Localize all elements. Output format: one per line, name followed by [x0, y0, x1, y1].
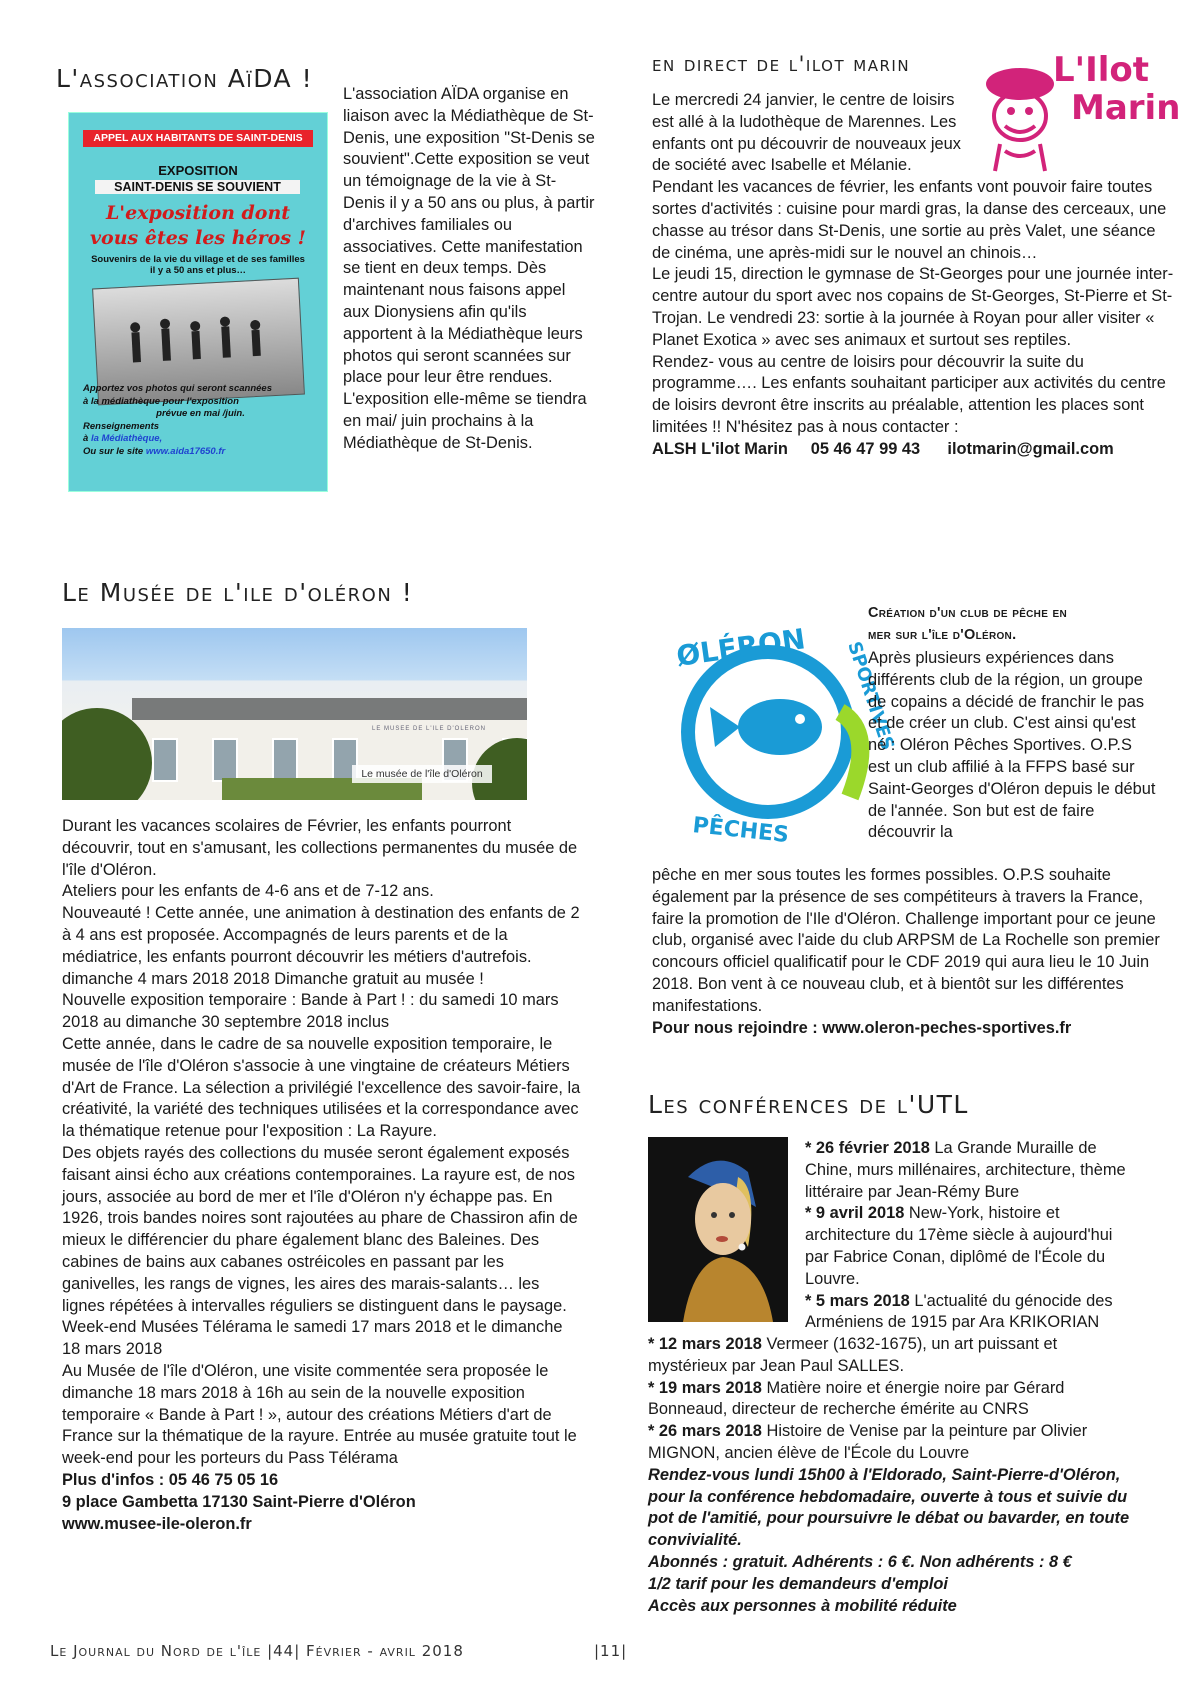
poster-banner: APPEL AUX HABITANTS DE SAINT-DENIS	[83, 130, 313, 147]
peche-text	[652, 865, 1177, 1039]
utl-price-reduced: 1/2 tarif pour les demandeurs d'emploi	[648, 1574, 948, 1593]
utl-item-2-text: New-York, histoire et architecture du 17ème siècle à aujourd'hui par Fabrice Conan, diplômé de l'École du Louvre.	[805, 1204, 1113, 1288]
ilot-logo-line1: L'Ilot	[1053, 50, 1149, 90]
peche-paragraph: pêche en mer sous toutes les formes possibles. O.P.S souhaite également par la présence de ses compétiteurs à travers la France, faire la promotion de l'Ile d'Oléron. Challenge important pour ce jeune club, organisé avec l'aide du club ARPSM de La Rochelle son premier concours officiel qualificatif pour le CDF 2019 qui aura lieu le 10 Juin 2018. Bon vent à ce nouveau club, et à bientôt sur les différentes manifestations.	[652, 866, 1160, 1015]
poster-bottom-line5b: la Médiathèque,	[90, 433, 163, 444]
musee-info-phone: Plus d'infos : 05 46 75 05 16	[62, 1470, 279, 1489]
utl-item-6-date: * 26 mars 2018	[648, 1422, 762, 1441]
utl-item-2-date: * 9 avril 2018	[805, 1204, 905, 1223]
poster-bottom-line4: Renseignements	[83, 420, 160, 432]
utl-item-1-text: La Grande Muraille de Chine, murs millénaires, architecture, thème littéraire par Jean-Rémy Bure	[805, 1139, 1126, 1201]
musee-photo	[62, 628, 527, 800]
poster-line2: SAINT-DENIS SE SOUVIENT	[95, 180, 300, 194]
utl-item-4-date: * 12 mars 2018	[648, 1335, 762, 1353]
utl-side-list	[805, 1138, 1135, 1334]
musee-paragraph-2: Ateliers pour les enfants de 4-6 ans et de 7-12 ans.	[62, 882, 434, 901]
poster-bottom-line6b: www.aida17650.fr	[145, 445, 226, 457]
window-icon	[152, 738, 178, 782]
utl-item-5	[648, 1378, 1138, 1422]
ilot-title: en direct de l'ilot marin	[652, 52, 911, 76]
aida-poster	[68, 112, 328, 492]
aida-text	[343, 84, 595, 455]
musee-text	[62, 816, 582, 1535]
peche-paragraph-side: Après plusieurs expériences dans différents club de la région, un groupe de copains a décidé de franchir le pas et de créer un club. C'est ainsi qu'est né : Oléron Pêches Sportives. O.P.S est un club affilié à la FFPS basé sur Saint-Georges d'Oléron depuis le début de l'année. Son but est de faire découvrir la	[868, 649, 1156, 842]
ilot-paragraph-1: Le mercredi 24 janvier, le centre de loisirs est allé à la ludothèque de Marennes. Les enfants ont pu découvrir de nouveaux jeux de société avec Isabelle et Mélanie.	[652, 91, 961, 175]
utl-item-5-text: Matière noire et énergie noire par Gérard Bonneaud, directeur de recherche émérite au CNRS	[648, 1378, 1065, 1419]
utl-item-1	[805, 1138, 1135, 1203]
musee-paragraph-6: Cette année, dans le cadre de sa nouvelle exposition temporaire, le musée de l'île d'Oléron s'associe à une vingtaine de créateurs Métiers d'Art de France. La sélection a privilégié l'excellence des savoir-faire, la créativité, la variété des techniques utilisées et la correspondance avec la thématique retenue pour l'exposition : La Rayure.	[62, 1034, 581, 1141]
utl-item-2	[805, 1203, 1135, 1290]
utl-item-4-text: Vermeer (1632-1675), un art puissant et mystérieux par Jean Paul SALLES.	[648, 1335, 1058, 1375]
musee-paragraph-3: Nouveauté ! Cette année, une animation à destination des enfants de 2 à 4 ans est proposée. Accompagnés de leurs parents et de la médiatrice, les enfants pourront découvrir les métiers d'autrefois.	[62, 904, 580, 966]
utl-item-3-text: L'actualité du génocide des Arméniens de 1915 par Ara KRIKORIAN	[805, 1291, 1113, 1332]
poster-red1: L'exposition dont	[105, 202, 291, 224]
aida-title: L'association AïDA !	[56, 64, 314, 93]
oleron-peches-logo-bottom: PÊCHES	[691, 813, 791, 842]
peche-text-side	[868, 648, 1158, 844]
poster-small1: Souvenirs de la vie du village et de ses familles	[91, 254, 305, 265]
peche-heading-line2: mer sur l'île d'Oléron.	[868, 627, 1017, 643]
ilot-paragraph-2: Pendant les vacances de février, les enfants vont pouvoir faire toutes sortes d'activités : cuisine pour mardi gras, la danse des cerceaux, une chasse au trésor dans St-Denis, une sortie au près Valet, une séance de cinéma, une après-midi sur le nouvel an chinois…	[652, 178, 1167, 262]
museum-signage: LE MUSEE DE L'ILE D'OLERON	[372, 726, 486, 732]
poster-small2: il y a 50 ans et plus…	[149, 265, 247, 276]
poster-bottom-line1: Apportez vos photos qui seront scannées	[83, 383, 272, 394]
ilot-contact-phone: 05 46 47 99 43	[810, 439, 921, 458]
aida-paragraph: L'association AÏDA organise en liaison avec la Médiathèque de St-Denis, une exposition "St-Denis se souvient".Cette exposition se veut un témoignage de la vie à St-Denis il y a 50 ans ou plus, à partir d'archives familiales ou associatives. Cette manifestation se tient en deux temps. Dès maintenant nous faisons appel aux Dionysiens afin qu'ils apportent à la Médiathèque leurs photos qui seront scannées sur place pour leur être rendues. L'exposition elle-même se tiendra en mai/ juin prochains à la Médiathèque de St-Denis.	[343, 85, 595, 452]
footer-journal: Le Journal du Nord de l'île |44| Février - avril 2018	[50, 1642, 464, 1660]
poster-bottom	[83, 383, 318, 458]
musee-paragraph-7: Des objets rayés des collections du musée seront également exposés faisant ainsi écho aux créations contemporaines. La rayure est, de nos jours, associée au bord de mer et l'île d'Oléron n'y échappe pas. En 1926, trois bandes noires sont rajoutées au phare de Chassiron afin de mieux le différencier du phare également blanc des Baleines. Des cabines de bains aux cabanes ostréicoles en passant par les ganivelles, les rangs de vignes, les aires des marais-salants… les lignes répétées à intervalles réguliers se distinguent dans le paysage.	[62, 1143, 578, 1315]
ilot-paragraph-3: Le jeudi 15, direction le gymnase de St-Georges pour une journée inter-centre autour du sport avec nos copains de St-Georges, St-Pierre et St-Trojan. Le vendredi 23: sortie à la journée à Royan pour aller visiter « Planet Exotica » avec ses animaux et surtout ses reptiles.	[652, 265, 1174, 349]
ilot-paragraph-4: Rendez- vous au centre de loisirs pour découvrir la suite du programme…. Les enfants souhaitant participer aux activités du centre de loisirs devront être inscrits au préalable, attention les places sont limitées !! N'hésitez pas à nous contacter :	[652, 352, 1166, 436]
musee-info-website[interactable]: www.musee-ile-oleron.fr	[62, 1514, 252, 1533]
oleron-peches-logo-top: ØLÉRON	[674, 622, 808, 673]
poster-bottom-line6a: Ou sur le site	[83, 445, 146, 457]
utl-title: Les conférences de l'UTL	[648, 1090, 969, 1119]
utl-item-3	[805, 1291, 1135, 1335]
utl-item-4	[648, 1334, 1138, 1378]
window-icon	[272, 738, 298, 782]
poster-bottom-line5	[83, 433, 318, 446]
footer-page-number: |11|	[594, 1642, 628, 1660]
utl-full-list	[648, 1334, 1138, 1617]
utl-accessibility: Accès aux personnes à mobilité réduite	[648, 1596, 957, 1615]
oleron-peches-logo-side: SPORTIVES	[843, 639, 895, 753]
utl-item-5-date: * 19 mars 2018	[648, 1378, 762, 1397]
musee-paragraph-8: Week-end Musées Télérama le samedi 17 mars 2018 et le dimanche 18 mars 2018	[62, 1318, 563, 1359]
girl-with-pearl-earring-icon	[648, 1137, 788, 1322]
peche-heading	[868, 602, 1153, 646]
poster-red2: vous êtes les héros !	[90, 227, 306, 249]
musee-paragraph-5: Nouvelle exposition temporaire : Bande à Part ! : du samedi 10 mars 2018 au dimanche 30 septembre 2018 inclus	[62, 991, 559, 1032]
window-icon	[212, 738, 238, 782]
ilot-contact-name: ALSH L'ilot Marin	[652, 439, 788, 458]
musee-paragraph-1: Durant les vacances scolaires de Février, les enfants pourront découvrir, tout en s'amusant, les collections permanentes du musée de l'île d'Oléron.	[62, 817, 578, 879]
utl-rendezvous: Rendez-vous lundi 15h00 à l'Eldorado, Saint-Pierre-d'Oléron, pour la conférence hebdomadaire, ouverte à tous et suivie du pot de l'amitié, pour poursuivre le débat ou bavarder, en toute convivialité.	[648, 1465, 1130, 1550]
utl-painting	[648, 1137, 788, 1322]
ilot-text	[652, 90, 1177, 461]
utl-item-6-text: Histoire de Venise par la peinture par Olivier MIGNON, ancien élève de l'École du Louvre	[648, 1422, 1088, 1462]
fish-ring-logo-icon	[640, 622, 895, 842]
ilot-contact	[652, 439, 1177, 461]
utl-item-6	[648, 1421, 1138, 1465]
peche-heading-line1: Création d'un club de pêche en	[868, 605, 1067, 621]
poster-bottom-line6	[83, 446, 318, 459]
utl-item-1-date: * 26 février 2018	[805, 1139, 930, 1157]
musee-title: Le Musée de l'ile d'oléron !	[62, 578, 414, 607]
musee-photo-caption: Le musée de l'île d'Oléron	[352, 765, 492, 783]
poster-bottom-line5a: à	[83, 433, 91, 444]
musee-info-address: 9 place Gambetta 17130 Saint-Pierre d'Oléron	[62, 1492, 416, 1511]
ilot-logo-line2: Marin	[1071, 88, 1181, 128]
musee-paragraph-9: Au Musée de l'île d'Oléron, une visite commentée sera proposée le dimanche 18 mars 2018 à 16h au sein de la nouvelle exposition temporaire « Bande à Part ! », autour des créations Métiers d'art de France sur la thématique de la rayure. Entrée au musée gratuite tout le week-end pour les porteurs du Pass Télérama	[62, 1361, 577, 1468]
utl-item-3-date: * 5 mars 2018	[805, 1291, 910, 1310]
peche-join-link[interactable]: Pour nous rejoindre : www.oleron-peches-sportives.fr	[652, 1018, 1072, 1037]
poster-bottom-line3: prévue en mai /juin.	[156, 408, 245, 419]
poster-bottom-line2: à la médiathèque pour l'exposition	[83, 395, 239, 407]
ilot-contact-email[interactable]: ilotmarin@gmail.com	[947, 439, 1114, 458]
poster-line1: EXPOSITION	[158, 163, 238, 178]
oleron-peches-logo	[640, 622, 895, 842]
musee-paragraph-4: dimanche 4 mars 2018 2018 Dimanche gratuit au musée !	[62, 969, 484, 988]
utl-prices: Abonnés : gratuit. Adhérents : 6 €. Non adhérents : 8 €	[648, 1552, 1072, 1571]
